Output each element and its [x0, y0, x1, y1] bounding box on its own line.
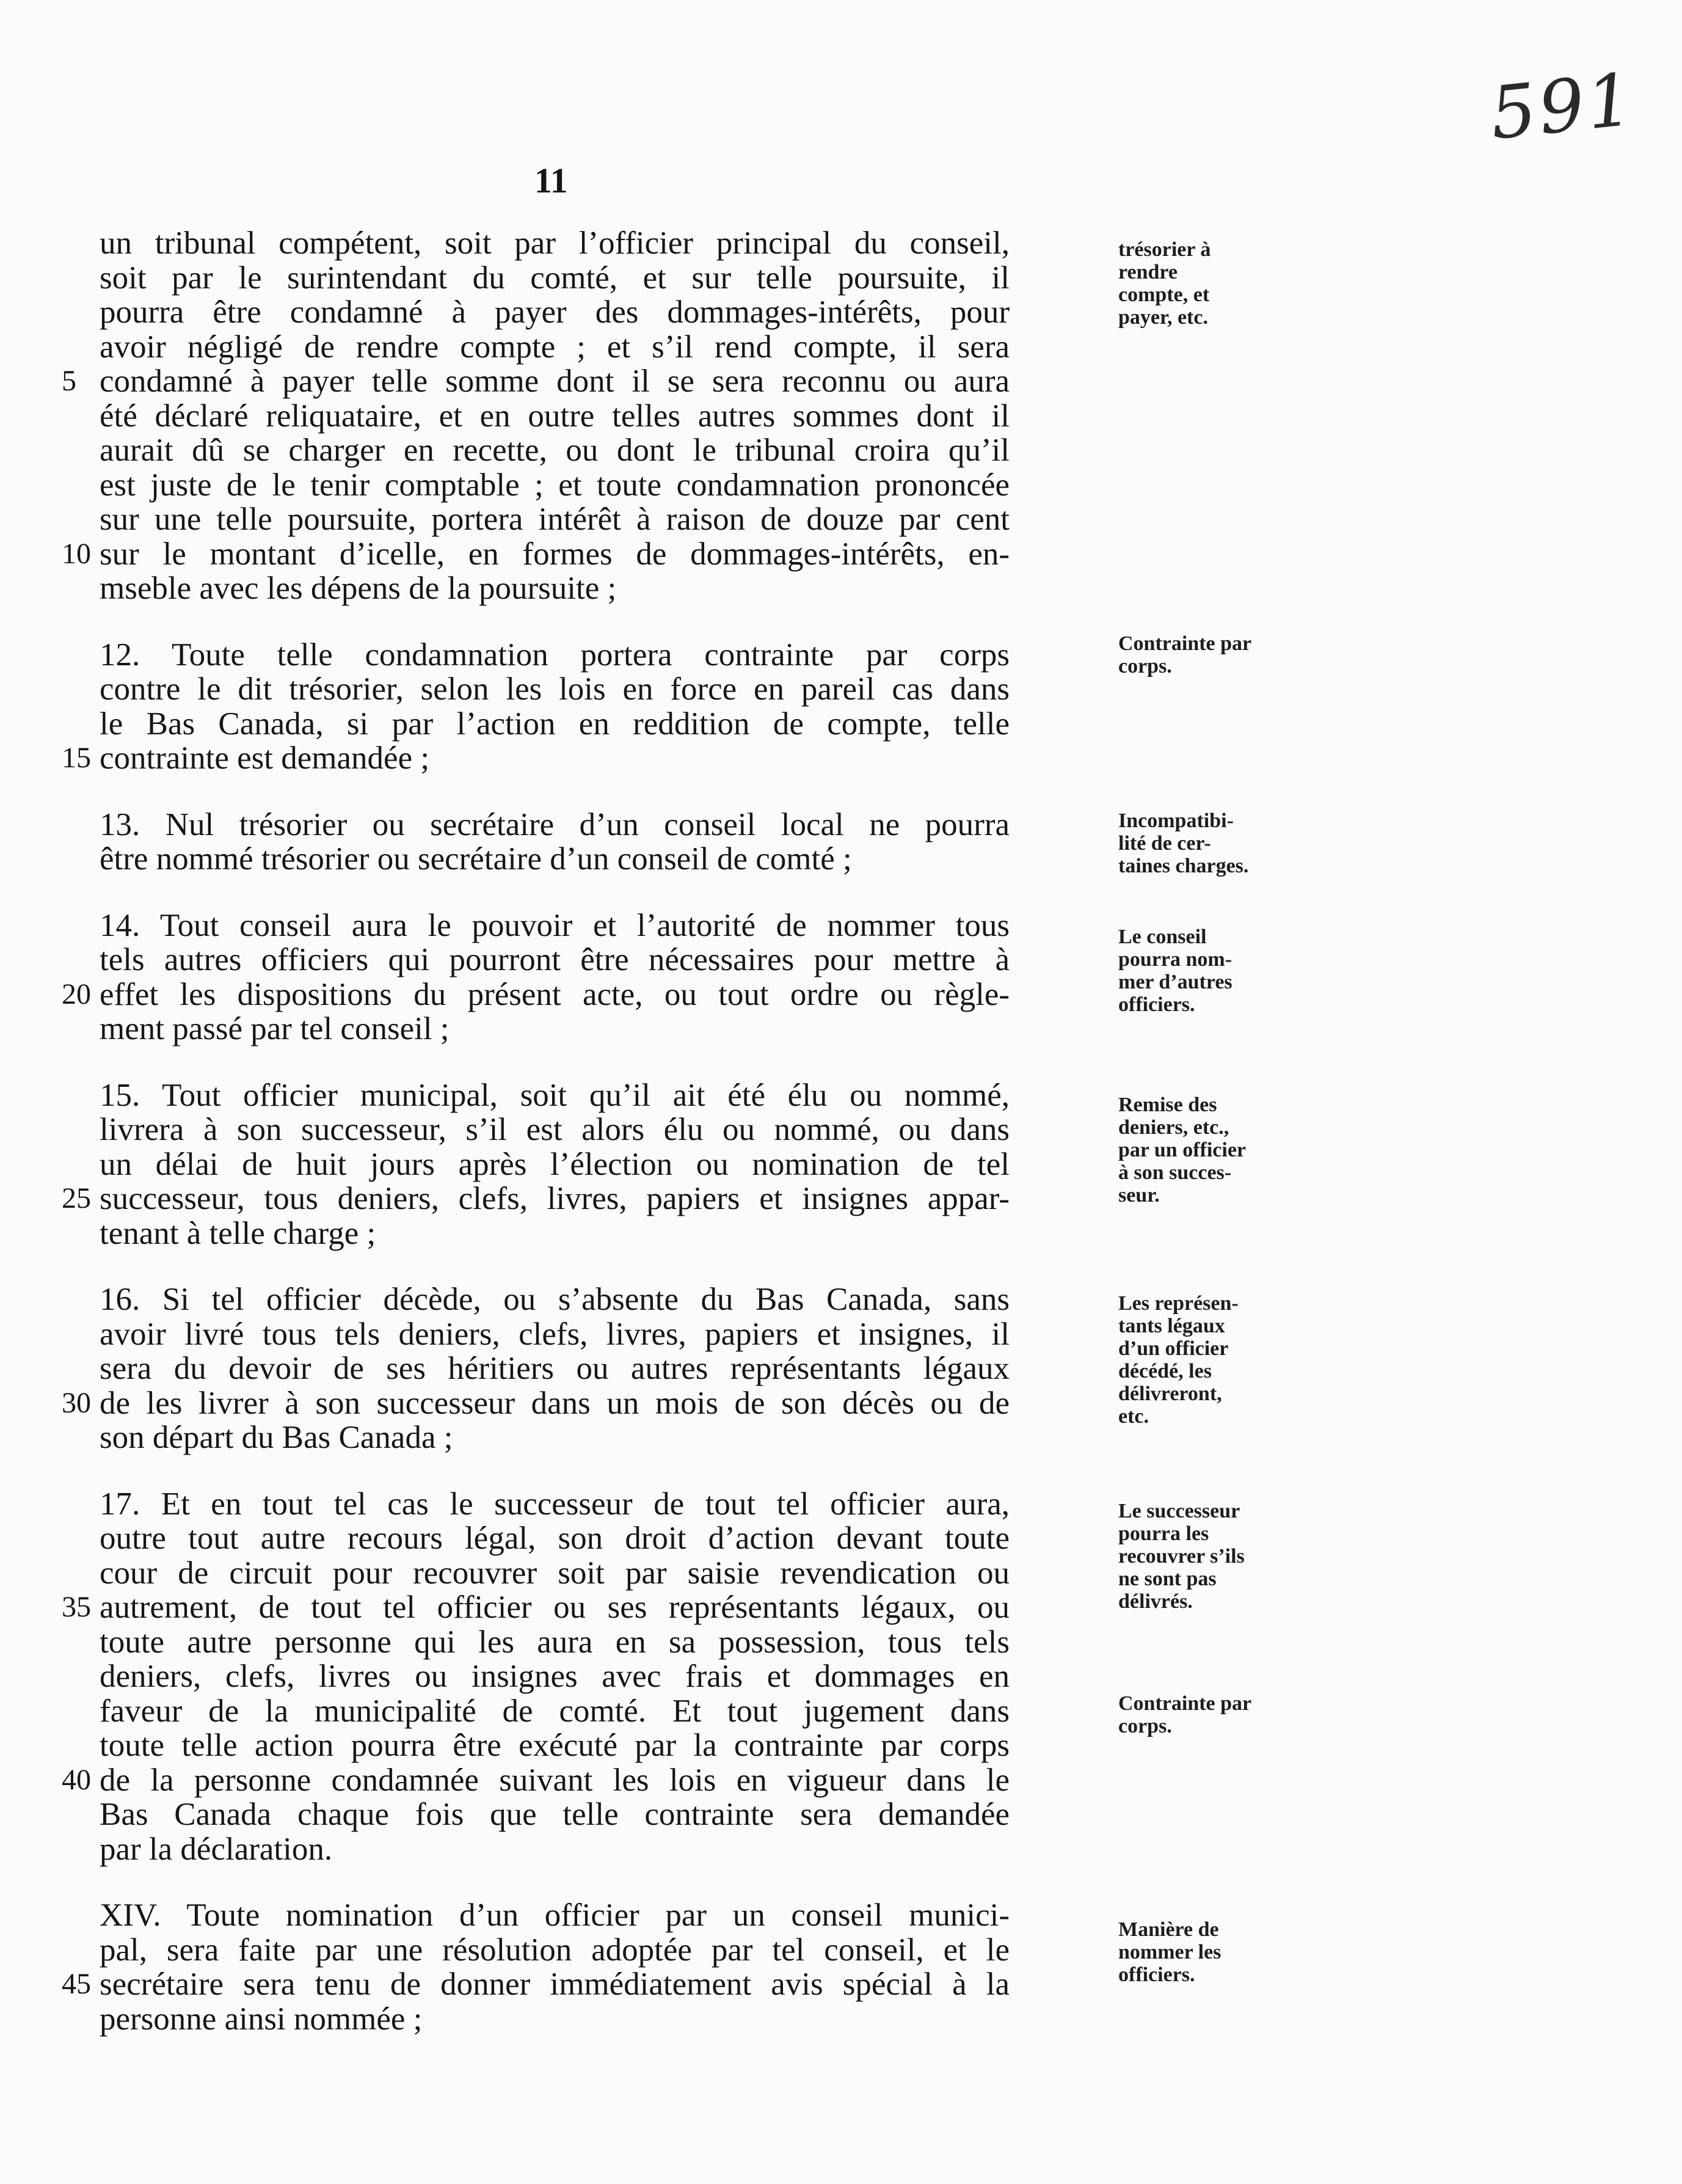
text-line	[100, 1487, 1010, 1522]
text-line	[62, 976, 1010, 1012]
line-text: sur une telle poursuite, portera intérêt à raison de douze par cent	[100, 502, 1010, 537]
text-line	[100, 1420, 1010, 1455]
line-text: secrétaire sera tenu de donner immédiatement avis spécial à la	[100, 1967, 1010, 2002]
text-line	[100, 1832, 1010, 1867]
line-text: condamné à payer telle somme dont il se sera reconnu ou aura	[100, 363, 1010, 399]
text-line	[100, 502, 1010, 537]
line-text: son départ du Bas Canada ;	[100, 1420, 453, 1455]
line-text: par la déclaration.	[100, 1831, 333, 1867]
line-text: Bas Canada chaque fois que telle contrainte sera demandée	[100, 1797, 1010, 1832]
margin-note-line: Le conseil	[1118, 926, 1207, 948]
margin-note-line: Manière de	[1118, 1918, 1219, 1941]
margin-note-line: compte, et	[1118, 283, 1210, 306]
line-number: 30	[62, 1386, 91, 1419]
line-number: 15	[62, 742, 91, 774]
paragraph	[62, 1077, 1010, 1251]
text-line	[100, 943, 1010, 977]
text-line	[100, 1012, 1010, 1046]
margin-note-line: Remise des	[1118, 1094, 1217, 1116]
margin-note-line: d’un officier	[1118, 1337, 1229, 1360]
text-line	[100, 1933, 1010, 1968]
line-text: contrainte est demandée ;	[100, 740, 430, 776]
line-text: XIV. Toute nomination d’un officier par un conseil munici-	[100, 1897, 1010, 1933]
line-text: tenant à telle charge ;	[100, 1215, 376, 1251]
margin-note-line: décédé, les	[1118, 1360, 1212, 1382]
margin-note	[1118, 809, 1350, 877]
text-line	[62, 1181, 1010, 1216]
line-text: pal, sera faite par une résolution adoptée par tel conseil, et le	[100, 1932, 1010, 1968]
text-line	[100, 330, 1010, 365]
body-text-column	[62, 225, 1010, 2037]
margin-note-line: délivrés.	[1118, 1590, 1193, 1613]
line-text: 13. Nul trésorier ou secrétaire d’un conseil local ne pourra	[100, 806, 1010, 842]
line-number: 10	[62, 537, 91, 570]
paragraph	[62, 1486, 1010, 1867]
paragraph	[62, 225, 1010, 606]
text-line	[100, 1216, 1010, 1251]
text-line	[100, 226, 1010, 261]
line-text: sur le montant d’icelle, en formes de dommages-intérêts, en-	[100, 536, 1010, 572]
text-line	[100, 1728, 1010, 1763]
margin-note-line: corps.	[1118, 655, 1172, 677]
line-text: 15. Tout officier municipal, soit qu’il ait été élu ou nommé,	[100, 1077, 1010, 1113]
line-text: cour de circuit pour recouvrer soit par saisie revendication ou	[100, 1555, 1010, 1591]
paragraph	[62, 907, 1010, 1046]
text-line	[62, 740, 1010, 776]
line-text: sera du devoir de ses héritiers ou autres représentants légaux	[100, 1351, 1010, 1386]
text-line	[100, 261, 1010, 296]
text-line	[62, 1385, 1010, 1421]
line-text: tels autres officiers qui pourront être nécessaires pour mettre à	[100, 942, 1010, 977]
paragraph	[62, 637, 1010, 776]
line-text: 14. Tout conseil aura le pouvoir et l’autorité de nommer tous	[100, 907, 1010, 943]
margin-note-line: Contrainte par	[1118, 632, 1252, 655]
line-text: un délai de huit jours après l’élection ou nomination de tel	[100, 1146, 1010, 1182]
text-line	[100, 2002, 1010, 2037]
line-text: 17. Et en tout tel cas le successeur de tout tel officier aura,	[100, 1486, 1010, 1522]
margin-note	[1118, 1692, 1350, 1737]
text-line	[100, 1625, 1010, 1660]
margin-note	[1118, 1918, 1350, 1986]
text-line	[100, 1317, 1010, 1352]
text-line	[100, 1659, 1010, 1694]
line-text: outre tout autre recours légal, son droit d’action devant toute	[100, 1521, 1010, 1556]
margin-note-line: payer, etc.	[1118, 306, 1208, 329]
margin-note-line: délivreront,	[1118, 1382, 1222, 1405]
margin-note	[1118, 1292, 1350, 1428]
margin-note	[1118, 1094, 1350, 1207]
text-line	[100, 1521, 1010, 1556]
text-line	[62, 363, 1010, 399]
margin-note-line: rendre	[1118, 261, 1178, 283]
handwritten-folio-number: 591	[1486, 56, 1639, 156]
margin-note-line: officiers.	[1118, 993, 1195, 1016]
text-line	[62, 1967, 1010, 2002]
margin-note	[1118, 926, 1350, 1016]
line-text: avoir négligé de rendre compte ; et s’il rend compte, il sera	[100, 329, 1010, 365]
margin-note-line: pourra les	[1118, 1522, 1209, 1545]
paragraph	[100, 808, 1010, 877]
text-line	[100, 433, 1010, 468]
line-text: mseble avec les dépens de la poursuite ;	[100, 571, 617, 606]
line-text: soit par le surintendant du comté, et sur telle poursuite, il	[100, 260, 1010, 296]
text-line	[100, 1282, 1010, 1317]
text-line	[100, 571, 1010, 606]
text-line	[100, 1147, 1010, 1182]
line-text: livrera à son successeur, s’il est alors élu ou nommé, ou dans	[100, 1112, 1010, 1147]
text-line	[100, 672, 1010, 707]
margin-note-line: à son succes-	[1118, 1161, 1232, 1184]
margin-note-line: deniers, etc.,	[1118, 1116, 1229, 1139]
margin-note-line: par un officier	[1118, 1139, 1247, 1161]
line-text: ment passé par tel conseil ;	[100, 1011, 450, 1046]
line-text: toute autre personne qui les aura en sa possession, tous tels	[100, 1624, 1010, 1660]
margin-note-line: Les représen-	[1118, 1292, 1239, 1315]
text-line	[100, 808, 1010, 842]
text-line	[62, 536, 1010, 572]
margin-note	[1118, 632, 1350, 677]
margin-note-line: etc.	[1118, 1405, 1149, 1428]
line-number: 45	[62, 1968, 91, 2000]
text-line	[100, 1797, 1010, 1832]
margin-note-line: seur.	[1118, 1184, 1160, 1207]
margin-note-line: Contrainte par	[1118, 1692, 1252, 1715]
margin-note-line: ne sont pas	[1118, 1568, 1217, 1590]
line-number: 35	[62, 1591, 91, 1623]
margin-note-line: lité de cer-	[1118, 832, 1211, 855]
line-text: être nommé trésorier ou secrétaire d’un conseil de comté ;	[100, 841, 852, 877]
margin-note-line: trésorier à	[1118, 238, 1211, 261]
text-line	[100, 1694, 1010, 1729]
line-number: 25	[62, 1182, 91, 1214]
line-text: deniers, clefs, livres ou insignes avec frais et dommages en	[100, 1659, 1010, 1694]
line-text: est juste de le tenir comptable ; et toute condamnation prononcée	[100, 467, 1010, 503]
margin-note-line: tants légaux	[1118, 1315, 1225, 1337]
line-text: toute telle action pourra être exécuté par la contrainte par corps	[100, 1728, 1010, 1763]
paragraph	[62, 1282, 1010, 1455]
line-text: pourra être condamné à payer des dommages-intérêts, pour	[100, 294, 1010, 330]
line-text: de la personne condamnée suivant les lois en vigueur dans le	[100, 1762, 1010, 1798]
line-text: personne ainsi nommée ;	[100, 2001, 423, 2037]
line-text: 16. Si tel officier décède, ou s’absente du Bas Canada, sans	[100, 1282, 1010, 1317]
text-line	[100, 1078, 1010, 1113]
line-text: avoir livré tous tels deniers, clefs, livres, papiers et insignes, il	[100, 1316, 1010, 1352]
text-line	[100, 638, 1010, 673]
line-text: faveur de la municipalité de comté. Et tout jugement dans	[100, 1693, 1010, 1729]
margin-note-line: Le successeur	[1118, 1500, 1240, 1522]
line-text: aurait dû se charger en recette, ou dont le tribunal croira qu’il	[100, 433, 1010, 468]
margin-note-line: recouvrer s’ils	[1118, 1545, 1245, 1568]
margin-note-line: corps.	[1118, 1715, 1172, 1737]
line-text: 12. Toute telle condamnation portera contrainte par corps	[100, 637, 1010, 673]
text-line	[100, 1112, 1010, 1147]
margin-note	[1118, 238, 1350, 329]
line-text: autrement, de tout tel officier ou ses représentants légaux, ou	[100, 1590, 1010, 1625]
paragraph	[62, 1897, 1010, 2037]
margin-note-line: Incompatibi-	[1118, 809, 1234, 832]
text-line	[100, 842, 1010, 877]
margin-note-line: mer d’autres	[1118, 971, 1232, 993]
text-line	[100, 468, 1010, 503]
line-number: 40	[62, 1763, 91, 1796]
page-number: 11	[534, 161, 568, 200]
line-text: contre le dit trésorier, selon les lois en force en pareil cas dans	[100, 671, 1010, 707]
margin-note-line: pourra nom-	[1118, 948, 1232, 971]
line-text: le Bas Canada, si par l’action en reddition de compte, telle	[100, 706, 1010, 742]
margin-note	[1118, 1500, 1350, 1613]
margin-note-line: nommer les	[1118, 1941, 1221, 1963]
line-number: 5	[62, 365, 76, 397]
text-line	[100, 399, 1010, 434]
text-line	[100, 908, 1010, 943]
text-line	[100, 295, 1010, 330]
text-line	[100, 1556, 1010, 1591]
text-line	[100, 1351, 1010, 1386]
line-text: de les livrer à son successeur dans un mois de son décès ou de	[100, 1385, 1010, 1421]
text-line	[62, 1762, 1010, 1798]
main-text	[62, 225, 1252, 2037]
line-text: un tribunal compétent, soit par l’officier principal du conseil,	[100, 225, 1010, 261]
line-number: 20	[62, 977, 91, 1010]
text-line	[100, 1898, 1010, 1933]
text-line	[62, 1590, 1010, 1625]
margin-note-line: taines charges.	[1118, 855, 1249, 877]
margin-note-line: officiers.	[1118, 1963, 1195, 1986]
text-line	[100, 707, 1010, 742]
line-text: successeur, tous deniers, clefs, livres, papiers et insignes appar-	[100, 1181, 1010, 1216]
line-text: effet les dispositions du présent acte, ou tout ordre ou règle-	[100, 976, 1010, 1012]
line-text: été déclaré reliquataire, et en outre telles autres sommes dont il	[100, 398, 1010, 434]
